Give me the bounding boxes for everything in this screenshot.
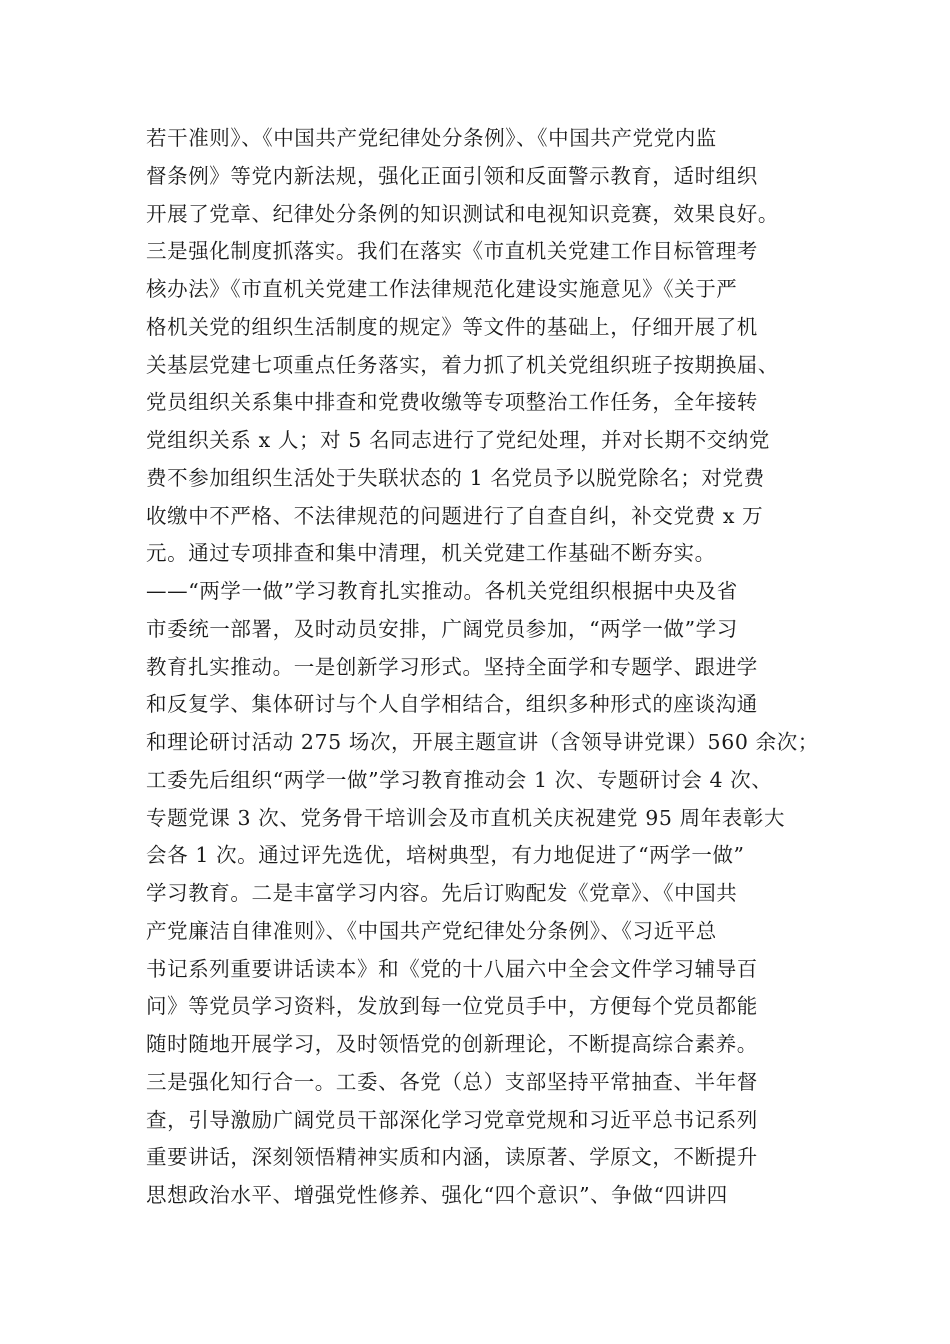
- text-line: 工委先后组织“两学一做”学习教育推动会 1 次、专题研讨会 4 次、: [146, 767, 773, 792]
- text-line: ——“两学一做”学习教育扎实推动。各机关党组织根据中央及省: [146, 579, 738, 603]
- text-line: 格机关党的组织生活制度的规定》等文件的基础上，仔细开展了机: [146, 314, 758, 339]
- text-line: 党组织关系 x 人；对 5 名同志进行了党纪处理，并对长期不交纳党: [146, 428, 770, 452]
- text-line: 问》等党员学习资料，发放到每一位党员手中，方便每个党员都能: [146, 994, 758, 1019]
- text-line: 学习教育。二是丰富学习内容。先后订购配发《党章》、《中国共: [146, 881, 738, 905]
- text-line: 市委统一部署，及时动员安排，广阔党员参加，“两学一做”学习: [146, 616, 738, 641]
- text-line: 元。通过专项排查和集中清理，机关党建工作基础不断夯实。: [146, 541, 716, 566]
- body-text: [146, 120, 819, 1215]
- text-line: 若干准则》、《中国共产党纪律处分条例》、《中国共产党党内监: [146, 126, 717, 150]
- text-line: 教育扎实推动。一是创新学习形式。坚持全面学和专题学、跟进学: [146, 654, 758, 679]
- text-line: 核办法》《市直机关党建工作法律规范化建设实施意见》《关于严: [146, 277, 738, 301]
- text-line: 和理论研讨活动 275 场次，开展主题宣讲（含领导讲党课）560 余次；: [146, 730, 819, 754]
- text-line: 查，引导激励广阔党员干部深化学习党章党规和习近平总书记系列: [146, 1107, 758, 1132]
- text-line: 随时随地开展学习，及时领悟党的创新理论，不断提高综合素养。: [146, 1032, 758, 1056]
- text-line: 三是强化制度抓落实。我们在落实《市直机关党建工作目标管理考: [146, 239, 758, 264]
- text-line: 党员组织关系集中排查和党费收缴等专项整治工作任务，全年接转: [146, 390, 758, 415]
- text-line: 和反复学、集体研讨与个人自学相结合，组织多种形式的座谈沟通: [146, 692, 758, 717]
- text-line: 督条例》等党内新法规，强化正面引领和反面警示教育，适时组织: [146, 163, 758, 188]
- text-line: 会各 1 次。通过评先选优，培树典型，有力地促进了“两学一做”: [146, 843, 745, 868]
- text-line: 书记系列重要讲话读本》和《党的十八届六中全会文件学习辅导百: [146, 956, 758, 981]
- text-line: 重要讲话，深刻领悟精神实质和内涵，读原著、学原文，不断提升: [146, 1145, 758, 1170]
- text-line: 思想政治水平、增强党性修养、强化“四个意识”、争做“四讲四: [146, 1183, 728, 1207]
- text-line: 收缴中不严格、不法律规范的问题进行了自查自纠，补交党费 x 万: [146, 503, 764, 528]
- text-line: 专题党课 3 次、党务骨干培训会及市直机关庆祝建党 95 周年表彰大: [146, 805, 786, 830]
- text-line: 费不参加组织生活处于失联状态的 1 名党员予以脱党除名；对党费: [146, 465, 765, 490]
- text-line: 关基层党建七项重点任务落实，着力抓了机关党组织班子按期换届、: [146, 352, 779, 377]
- text-line: 三是强化知行合一。工委、各党（总）支部坚持平常抽查、半年督: [146, 1069, 758, 1094]
- text-line: 产党廉洁自律准则》、《中国共产党纪律处分条例》、《习近平总: [146, 918, 717, 943]
- text-line: 开展了党章、纪律处分条例的知识测试和电视知识竞赛，效果良好。: [146, 201, 779, 226]
